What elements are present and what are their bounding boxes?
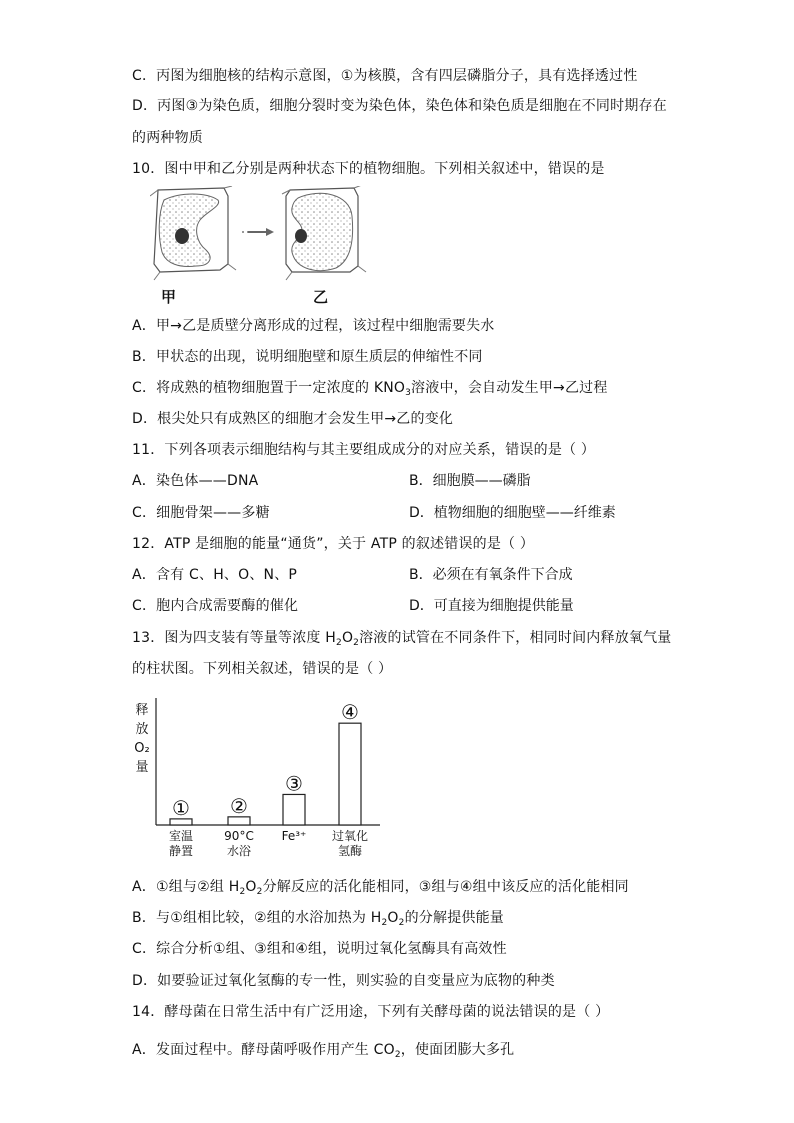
category-label: 水浴 bbox=[226, 844, 252, 858]
y-axis-label: O₂ bbox=[134, 741, 150, 756]
subscript: 2 bbox=[381, 918, 388, 928]
q12-stem: 12．ATP 是细胞的能量“通货”，关于 ATP 的叙述错误的是（ ） bbox=[132, 536, 535, 552]
plant-cell-figure bbox=[150, 186, 370, 286]
category-label: 氢酶 bbox=[337, 844, 363, 858]
q10-stem: 10．图中甲和乙分别是两种状态下的植物细胞。下列相关叙述中，错误的是 bbox=[132, 161, 605, 177]
q11-stem: 11．下列各项表示细胞结构与其主要组成成分的对应关系，错误的是（ ） bbox=[132, 442, 596, 458]
q10-option-c bbox=[132, 378, 608, 403]
q14-option-a-text: A．发面过程中。酵母菌呼吸作用产生 CO bbox=[132, 1042, 395, 1058]
q11-option-c: C．细胞骨架——多糖 bbox=[132, 505, 270, 521]
category-label: 过氧化 bbox=[331, 829, 369, 843]
subscript: 2 bbox=[394, 1050, 401, 1060]
q10-option-b: B．甲状态的出现，说明细胞壁和原生质层的伸缩性不同 bbox=[132, 349, 483, 365]
q9-option-d-line1: D．丙图③为染色质，细胞分裂时变为染色体，染色体和染色质是细胞在不同时期存在 bbox=[132, 98, 667, 114]
subscript: 2 bbox=[398, 918, 405, 928]
q12-option-b: B．必须在有氧条件下合成 bbox=[409, 567, 573, 583]
q13-option-a-text: A．①组与②组 H bbox=[132, 879, 240, 895]
q12-option-d: D．可直接为细胞提供能量 bbox=[409, 598, 574, 614]
cell-yi bbox=[282, 186, 366, 280]
q13-option-b-text: B．与①组相比较，②组的水浴加热为 H bbox=[132, 910, 382, 926]
category-label: 静置 bbox=[168, 844, 194, 858]
subscript: 2 bbox=[256, 887, 263, 897]
subscript: 2 bbox=[336, 638, 342, 648]
q13-option-a bbox=[132, 877, 629, 902]
q10-option-a: A．甲→乙是质壁分离形成的过程，该过程中细胞需要失水 bbox=[132, 318, 495, 334]
subscript: 2 bbox=[353, 638, 360, 648]
q10-option-c-text-end: 溶液中，会自动发生甲→乙过程 bbox=[411, 380, 608, 396]
category-label: 90°C bbox=[224, 829, 254, 843]
q13-option-a-text: 分解反应的活化能相同，③组与④组中该反应的活化能相同 bbox=[262, 879, 629, 895]
q13-stem-text: O bbox=[341, 630, 354, 646]
category-label: 室温 bbox=[168, 829, 194, 843]
q14-option-a-text-end: ，使面团膨大多孔 bbox=[400, 1042, 515, 1058]
bar bbox=[339, 723, 361, 825]
q11-option-b: B．细胞膜——磷脂 bbox=[409, 473, 531, 489]
q13-option-b bbox=[132, 908, 504, 933]
q13-option-d: D．如要验证过氧化氢酶的专一性，则实验的自变量应为底物的种类 bbox=[132, 973, 555, 989]
q13-stem-line1 bbox=[132, 628, 672, 653]
q13-stem-line2: 的柱状图。下列相关叙述，错误的是（ ） bbox=[132, 661, 393, 677]
q13-stem-text: 溶液的试管在不同条件下，相同时间内释放氧气量 bbox=[359, 630, 672, 646]
y-axis-label: 量 bbox=[135, 760, 149, 775]
q14-option-a bbox=[132, 1040, 514, 1065]
q10-option-d: D．根尖处只有成熟区的细胞才会发生甲→乙的变化 bbox=[132, 411, 454, 427]
y-axis-label: 放 bbox=[135, 722, 149, 737]
oxygen-release-bar-chart bbox=[128, 690, 388, 865]
arrow-icon bbox=[242, 228, 274, 236]
bar-label: ② bbox=[230, 793, 248, 818]
q11-option-d: D．植物细胞的细胞壁——纤维素 bbox=[409, 505, 616, 521]
q13-option-a-text: O bbox=[245, 879, 257, 895]
q13-option-b-text: 的分解提供能量 bbox=[404, 910, 504, 926]
figure-label-jia: 甲 bbox=[161, 288, 177, 306]
subscript: 3 bbox=[405, 388, 412, 398]
bar-label: ③ bbox=[285, 771, 303, 796]
bar-label: ④ bbox=[341, 700, 359, 725]
bar bbox=[228, 817, 250, 825]
q11-option-a: A．染色体——DNA bbox=[132, 473, 259, 489]
q13-option-c: C．综合分析①组、③组和④组，说明过氧化氢酶具有高效性 bbox=[132, 941, 507, 957]
q12-option-c: C．胞内合成需要酶的催化 bbox=[132, 598, 299, 614]
q9-option-c: C．丙图为细胞核的结构示意图，①为核膜，含有四层磷脂分子，具有选择透过性 bbox=[132, 68, 638, 84]
q9-option-d-line2: 的两种物质 bbox=[132, 130, 203, 146]
category-label: Fe³⁺ bbox=[281, 829, 307, 843]
y-axis-label: 释 bbox=[135, 703, 149, 718]
q10-option-c-text: C．将成熟的植物细胞置于一定浓度的 KNO bbox=[132, 380, 406, 396]
subscript: 2 bbox=[239, 887, 246, 897]
cell-jia bbox=[150, 186, 236, 280]
q12-option-a: A．含有 C、H、O、N、P bbox=[132, 567, 298, 583]
q13-stem-text: 13．图为四支装有等量等浓度 H bbox=[132, 630, 336, 646]
q14-stem: 14．酵母菌在日常生活中有广泛用途，下列有关酵母菌的说法错误的是（ ） bbox=[132, 1004, 610, 1020]
figure-label-yi: 乙 bbox=[313, 288, 329, 306]
q13-option-b-text: O bbox=[387, 910, 399, 926]
bar-label: ① bbox=[172, 795, 190, 820]
bar bbox=[283, 794, 305, 825]
